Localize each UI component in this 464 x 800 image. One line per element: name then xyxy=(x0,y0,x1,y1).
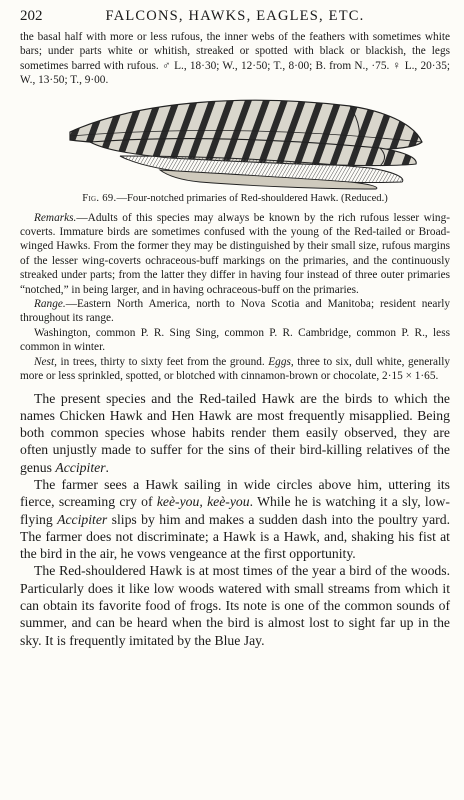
running-head: FALCONS, HAWKS, EAGLES, ETC. xyxy=(105,8,365,24)
remarks-paragraph xyxy=(20,211,450,297)
range-label: Range. xyxy=(34,298,66,311)
body-p1-genus: Accipiter xyxy=(55,459,106,475)
eggs-text: three to six, dull white, generally more or less sprinkled, spotted, or blotched with cinnamon-brown or chocolate, 2·15 × 1·65. xyxy=(20,355,450,383)
body-p2-text-3: slips by him and makes a sudden dash into the poultry yard. The farmer does not discriminate; a Hawk is a Hawk, and, shaking his fist at the bird in the air, he vows vengeance at the first opportunity. xyxy=(20,511,450,562)
figure-caption xyxy=(20,192,450,205)
body-p1-end: . xyxy=(105,459,109,475)
intro-paragraph: the basal half with more or less rufous, the inner webs of the feathers with sometimes white bars; under parts white or whitish, streaked or spotted with black or blackish, the legs sometimes barred with rufous. ♂ L., 18·30; W., 12·50; T., 8·00; B. from N., ·75. ♀ L., 20·35; W., 13·50; T., 9·00. xyxy=(20,31,450,87)
body-paragraph-3: The Red-shouldered Hawk is at most times of the year a bird of the woods. Particularly does it like low woods watered with small streams from which it can obtain its favorite food of frogs. Its note is one of the common sounds of summer, and can be heard when the bird is almost lost to sight far up in the sky. It is frequently imitated by the Blue Jay. xyxy=(20,563,450,648)
body-p2-text-2: . While he is watching it a sly, low-flying xyxy=(20,494,450,527)
page-header xyxy=(20,8,450,30)
page-number: 202 xyxy=(20,8,43,24)
nest-paragraph xyxy=(20,355,450,384)
figure-caption-text: —Four-notched primaries of Red-shouldered Hawk. (Reduced.) xyxy=(116,192,388,204)
body-p2-cry: keè-you, keè-you xyxy=(156,494,250,510)
eggs-label: Eggs, xyxy=(268,355,294,368)
body-p1-text: The present species and the Red-tailed Hawk are the birds to which the names Chicken Hawk and Hen Hawk are most frequently misapplied. Being both common species whose habits render them easily observed, they are often unjustly made to suffer for the sins of their bird-killing relatives of the genus xyxy=(20,390,450,475)
figure-69 xyxy=(20,90,450,192)
nest-text: in trees, thirty to sixty feet from the ground. xyxy=(56,355,269,368)
body-paragraph-1 xyxy=(20,390,450,476)
remarks-label: Remarks. xyxy=(34,211,77,224)
body-p2-text-1: The farmer sees a Hawk sailing in wide circles above him, uttering its fierce, screaming cry of xyxy=(20,476,450,510)
range-paragraph xyxy=(20,297,450,326)
body-p2-genus: Accipiter xyxy=(57,511,108,527)
figure-caption-label: Fig. 69. xyxy=(82,192,117,204)
wing-feathers-illustration-icon xyxy=(50,92,430,190)
range-text: —Eastern North America, north to Nova Scotia and Manitoba; resident nearly throughout its range. xyxy=(20,298,450,325)
localities-paragraph: Washington, common P. R. Sing Sing, common P. R. Cambridge, common P. R., less common in winter. xyxy=(20,326,450,354)
remarks-text: —Adults of this species may always be known by the rich rufous lesser wing-coverts. Immature birds are sometimes confused with the young of the Red-tailed or Broad-winged Hawks. From the former they may be distinguished by their small size, rufous margins of the lesser wing-coverts ochraceous-buff markings on the primaries, and the continuously streaked under parts; from the latter they differ in having four instead of three outer primaries “notched,” in being larger, and in having ochraceous-buff on the primaries. xyxy=(20,211,450,296)
body-paragraph-2 xyxy=(20,476,450,562)
nest-label: Nest, xyxy=(34,355,57,368)
